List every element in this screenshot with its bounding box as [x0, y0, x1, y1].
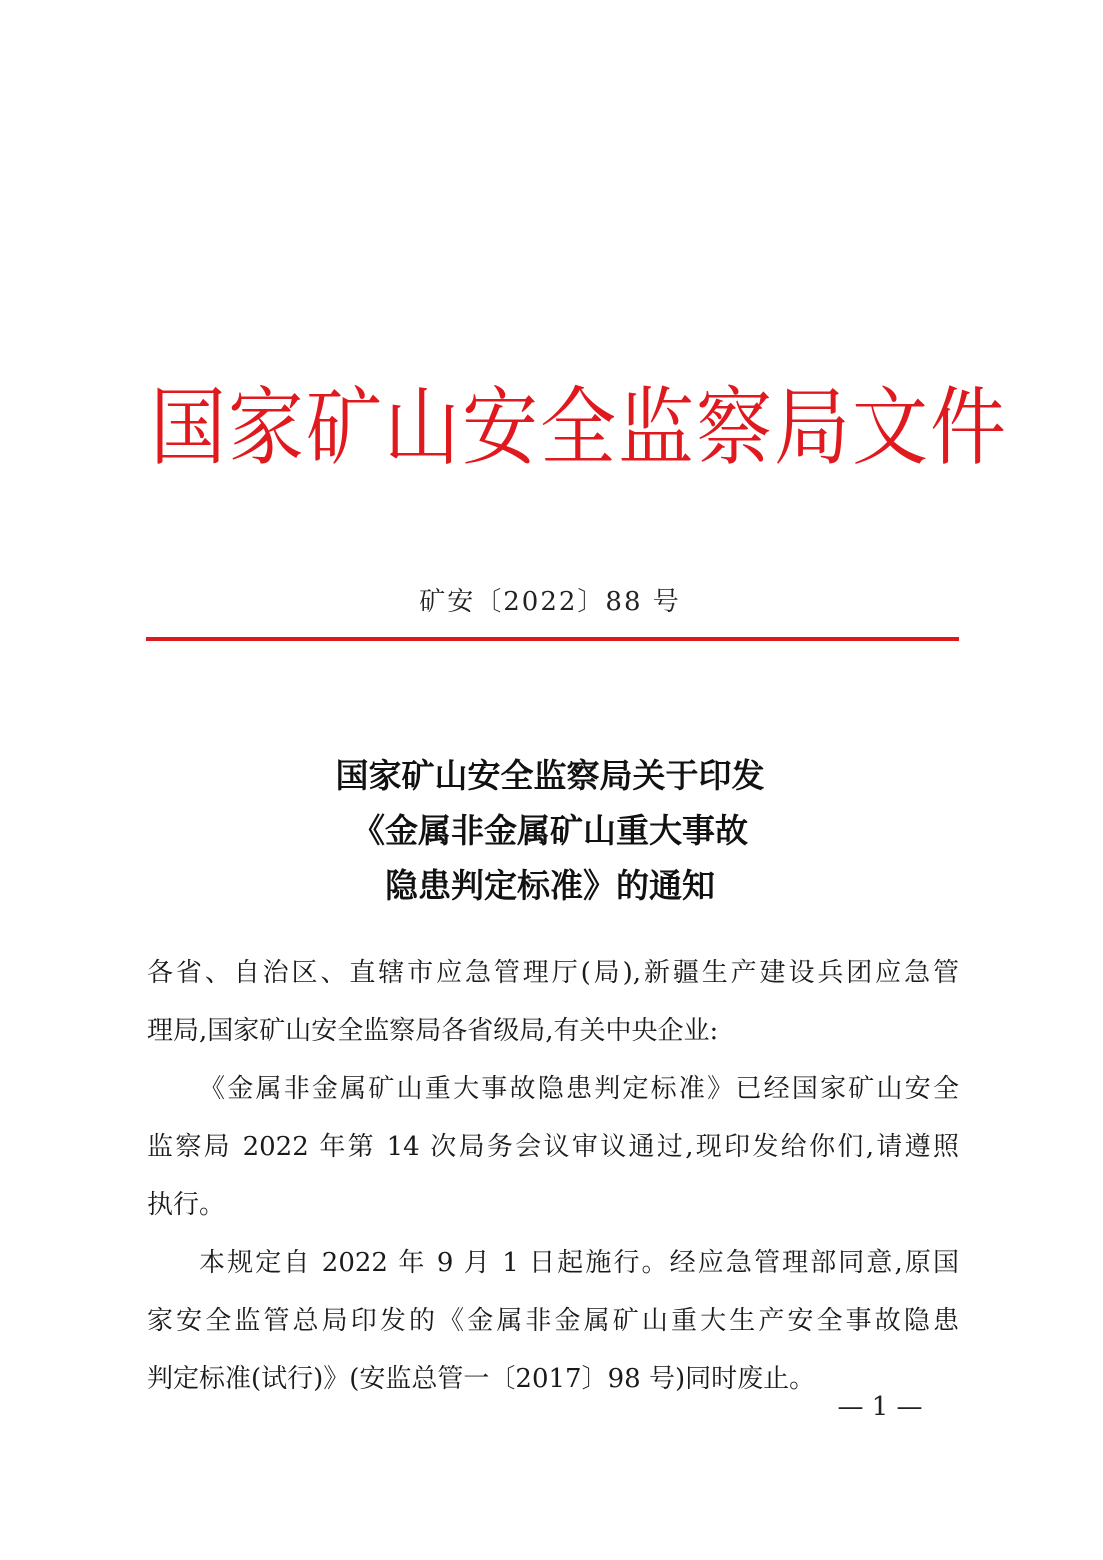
- notice-title-line: 隐患判定标准》的通知: [385, 866, 715, 905]
- document-number: 矿安〔2022〕88 号: [419, 587, 681, 617]
- body-line: 《金属非金属矿山重大事故隐患判定标准》已经国家矿山安全: [199, 1074, 959, 1104]
- body-line: 本规定自 2022 年 9 月 1 日起施行。经应急管理部同意,原国: [199, 1248, 959, 1278]
- body-line: 执行。: [147, 1190, 226, 1220]
- notice-title-line: 《金属非金属矿山重大事故: [352, 811, 748, 850]
- body-line: 判定标准(试行)》(安监总管一〔2017〕98 号)同时废止。: [147, 1364, 816, 1394]
- addressee-paragraph: [147, 944, 959, 1060]
- paragraph-effective-date: [147, 1234, 959, 1408]
- notice-body: [147, 944, 959, 1408]
- page-number: — 1 —: [837, 1392, 923, 1422]
- red-separator-line: [146, 637, 959, 641]
- notice-title: [150, 748, 950, 913]
- body-line: 各省、自治区、直辖市应急管理厅(局),新疆生产建设兵团应急管: [147, 958, 959, 988]
- body-line: 理局,国家矿山安全监察局各省级局,有关中央企业:: [147, 1016, 719, 1046]
- issuing-authority-header: 国家矿山安全监察局文件: [150, 377, 1008, 478]
- body-line: 监察局 2022 年第 14 次局务会议审议通过,现印发给你们,请遵照: [147, 1132, 959, 1162]
- paragraph-approval: [147, 1060, 959, 1234]
- body-line: 家安全监管总局印发的《金属非金属矿山重大生产安全事故隐患: [147, 1306, 959, 1336]
- notice-title-line: 国家矿山安全监察局关于印发: [335, 756, 765, 795]
